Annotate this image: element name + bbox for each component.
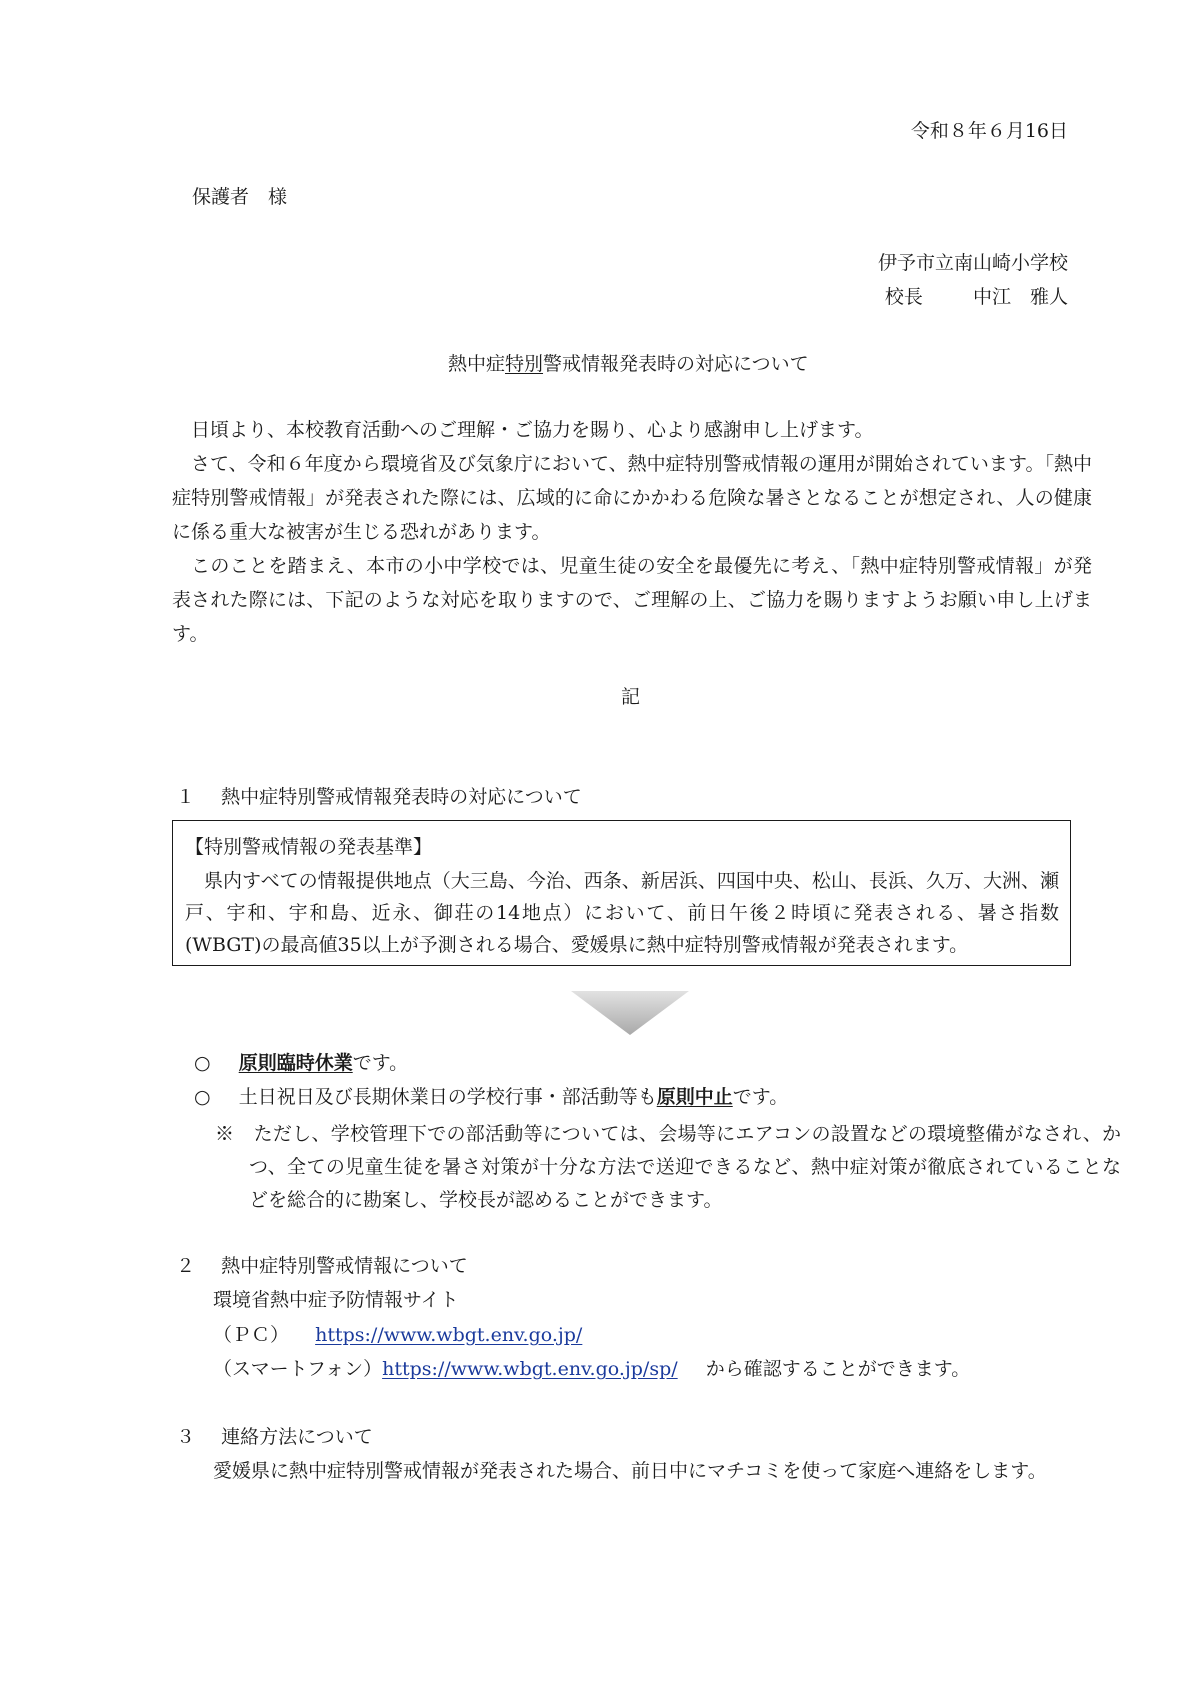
- recipient: 保護者 様: [192, 186, 288, 208]
- criteria-box-text: 県内すべての情報提供地点（大三島、今治、西条、新居浜、四国中央、松山、長浜、久万、大洲、瀬戸、宇和、宇和島、近永、御荘の14地点）において、前日午後２時頃に発表される、暑さ指数(WBGT)の最高値35以上が予測される場合、愛媛県に熱中症特別警戒情報が発表されます。: [185, 870, 1059, 956]
- title-part1: 熱中症: [448, 353, 506, 375]
- sp-url-link[interactable]: https://www.wbgt.env.go.jp/sp/: [382, 1358, 678, 1380]
- intro-paragraph-2: さて、令和６年度から環境省及び気象庁において、熱中症特別警戒情報の運用が開始されています。「熱中症特別警戒情報」が発表された際には、広域的に命にかかわる危険な暑さとなることが想定され、人の健康に係る重大な被害が生じる恐れがあります。: [172, 453, 1092, 543]
- section1-title: 熱中症特別警戒情報発表時の対応について: [221, 786, 582, 808]
- principal-title: 校長: [884, 286, 923, 308]
- section1-number: １: [176, 786, 196, 808]
- pc-url-link[interactable]: https://www.wbgt.env.go.jp/: [315, 1324, 583, 1346]
- sender-school: 伊予市立南山崎小学校: [877, 252, 1068, 274]
- criteria-box: [172, 820, 1071, 966]
- criteria-box-title: 【特別警戒情報の発表基準】: [185, 836, 433, 858]
- section2-site: 環境省熱中症予防情報サイト: [213, 1289, 459, 1311]
- note-paragraph: [215, 1118, 1121, 1217]
- title-part2: 特別: [505, 353, 544, 375]
- bullet-1: [194, 1054, 408, 1073]
- bullet-2-emphasis: 原則中止: [656, 1086, 733, 1108]
- sender-principal: [885, 288, 1068, 307]
- section2-title: 熱中症特別警戒情報について: [221, 1255, 468, 1277]
- bullet-1-mark: ○: [194, 1052, 211, 1074]
- bullet-2-text: 土日祝日及び長期休業日の学校行事・部活動等も: [238, 1086, 657, 1108]
- section2-heading: [176, 1257, 468, 1276]
- pc-label: （ＰＣ）: [213, 1324, 290, 1346]
- section3-text: 愛媛県に熱中症特別警戒情報が発表された場合、前日中にマチコミを使って家庭へ連絡をします。: [213, 1460, 1047, 1482]
- bullet-2-mark: ○: [194, 1086, 211, 1108]
- bullet-1-emphasis: 原則臨時休業: [238, 1052, 353, 1074]
- section2-sp-line: [213, 1360, 970, 1379]
- note-text: ただし、学校管理下での部活動等については、会場等にエアコンの設置などの環境整備がなされ、かつ、全ての児童生徒を暑さ対策が十分な方法で送迎できるなど、熱中症対策が徹底されていることなどを総合的に勘案し、学校長が認めることができます。: [249, 1123, 1121, 1211]
- bullet-2: [194, 1088, 788, 1107]
- document-date: 令和８年６月16日: [910, 120, 1068, 142]
- sp-suffix: から確認することができます。: [705, 1358, 971, 1380]
- principal-name: 中江 雅人: [972, 286, 1068, 308]
- sp-label: （スマートフォン）: [213, 1358, 383, 1380]
- intro-paragraph-1: 日頃より、本校教育活動へのご理解・ご協力を賜り、心より感謝申し上げます。: [191, 419, 874, 441]
- ki-mark: 記: [621, 686, 641, 708]
- down-arrow-icon: [571, 991, 689, 1035]
- section1-heading: [176, 788, 582, 807]
- intro-paragraph-3: このことを踏まえ、本市の小中学校では、児童生徒の安全を最優先に考え、「熱中症特別警戒情報」が発表された際には、下記のような対応を取りますので、ご理解の上、ご協力を賜りますようお願い申し上げます。: [172, 555, 1092, 645]
- section3-heading: [176, 1428, 373, 1447]
- title-part3: 警戒情報発表時の対応について: [543, 353, 809, 375]
- document-title: [448, 355, 809, 374]
- note-mark: ※: [215, 1123, 235, 1145]
- section2-number: ２: [176, 1255, 196, 1277]
- section2-pc-line: [213, 1326, 582, 1345]
- bullet-1-rest: です。: [352, 1052, 409, 1074]
- section3-title: 連絡方法について: [221, 1426, 373, 1448]
- bullet-2-rest: です。: [732, 1086, 789, 1108]
- section3-number: ３: [176, 1426, 196, 1448]
